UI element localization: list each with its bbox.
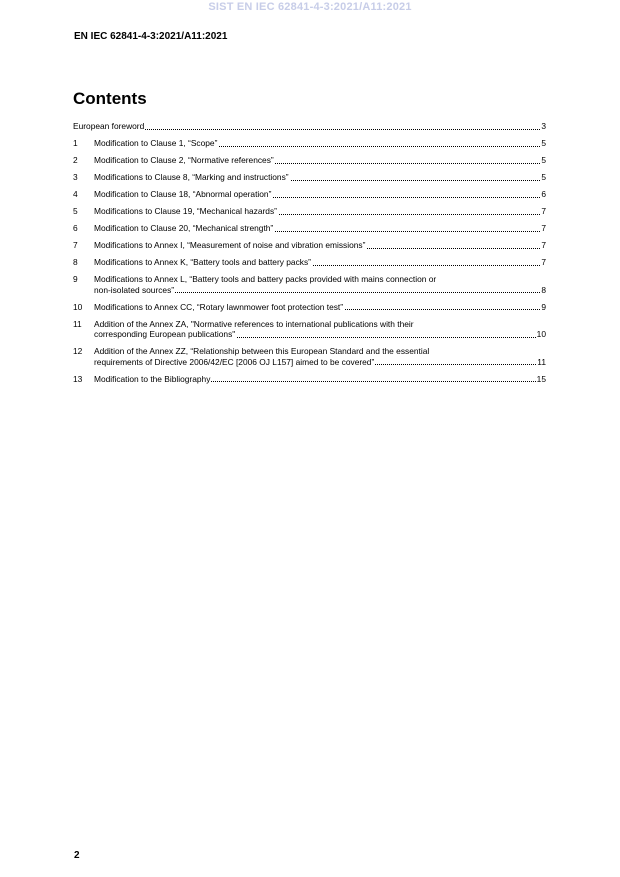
- toc-page-number: 7: [541, 206, 546, 216]
- toc-page-number: 7: [541, 240, 546, 250]
- toc-page-number: 5: [541, 172, 546, 182]
- toc-entry-number: 7: [73, 240, 78, 250]
- toc-entry-title: Modifications to Annex CC, “Rotary lawnmower foot protection test”: [94, 301, 344, 312]
- toc-entry-3[interactable]: [73, 172, 546, 183]
- toc-entry-number: 9: [73, 274, 78, 284]
- toc-entry-title: Modification to Clause 18, “Abnormal operation”: [94, 189, 272, 199]
- page-title: Contents: [73, 89, 147, 108]
- page-number: 2: [74, 850, 80, 861]
- toc-entry-title-line2: corresponding European publications": [94, 329, 236, 339]
- toc-page-number: 15: [536, 373, 546, 384]
- toc-page-number: 5: [541, 155, 546, 165]
- toc-entry-number: 12: [73, 346, 83, 356]
- toc-entry-european-foreword[interactable]: [73, 121, 546, 132]
- toc-entry-number: 1: [73, 138, 78, 148]
- table-of-contents: [73, 121, 546, 391]
- toc-entry-title: Modification to Clause 20, “Mechanical strength”: [94, 223, 274, 233]
- toc-page-number: 5: [541, 138, 546, 148]
- toc-entry-title: Modification to the Bibliography: [94, 373, 211, 384]
- toc-entry-title-line1: Addition of the Annex ZZ, “Relationship between this European Standard and the essential: [94, 346, 430, 356]
- toc-entry-number: 5: [73, 206, 78, 216]
- toc-entry-title: European foreword: [73, 121, 145, 131]
- toc-entry-number: 2: [73, 155, 78, 165]
- toc-entry-title: Modification to Clause 2, “Normative references”: [94, 155, 274, 165]
- toc-page-number: 3: [541, 121, 546, 131]
- toc-page-number: 11: [537, 356, 546, 367]
- toc-page-number: 10: [536, 329, 546, 339]
- toc-entry-title: Modifications to Clause 8, “Marking and instructions”: [94, 172, 289, 182]
- toc-entry-13[interactable]: [73, 374, 546, 385]
- toc-entry-number: 11: [73, 318, 82, 329]
- toc-entry-title-line1: Addition of the Annex ZA, "Normative references to international publications with their: [94, 318, 414, 329]
- toc-entry-10[interactable]: [73, 302, 546, 313]
- watermark: SIST EN IEC 62841-4-3:2021/A11:2021: [208, 1, 412, 13]
- document-id-header: EN IEC 62841-4-3:2021/A11:2021: [74, 31, 228, 42]
- toc-entry-6[interactable]: [73, 223, 546, 234]
- toc-entry-title: Modifications to Annex I, “Measurement of noise and vibration emissions”: [94, 240, 366, 250]
- toc-entry-title-line1: Modifications to Annex L, “Battery tools and battery packs provided with mains connection or: [94, 274, 437, 284]
- toc-entry-4[interactable]: [73, 189, 546, 200]
- toc-entry-1[interactable]: [73, 138, 546, 149]
- toc-entry-title-line2: non-isolated sources”: [94, 284, 175, 295]
- toc-entry-12[interactable]: [73, 346, 546, 367]
- toc-entry-number: 10: [73, 301, 83, 312]
- toc-entry-title: Modifications to Clause 19, “Mechanical hazards”: [94, 206, 277, 216]
- toc-entry-11[interactable]: [73, 319, 546, 340]
- toc-entry-9[interactable]: [73, 274, 546, 295]
- toc-page-number: 8: [541, 284, 546, 295]
- toc-entry-number: 8: [73, 257, 78, 267]
- toc-page-number: 6: [541, 189, 546, 199]
- toc-entry-number: 13: [73, 373, 83, 384]
- toc-entry-number: 3: [73, 172, 78, 182]
- toc-entry-title: Modification to Clause 1, “Scope”: [94, 138, 218, 148]
- toc-entry-5[interactable]: [73, 206, 546, 217]
- toc-entry-number: 6: [73, 223, 78, 233]
- toc-entry-2[interactable]: [73, 155, 546, 166]
- toc-entry-7[interactable]: [73, 240, 546, 251]
- toc-entry-8[interactable]: [73, 257, 546, 268]
- toc-entry-title-line2: requirements of Directive 2006/42/EC [2006 OJ L157] aimed to be covered”: [94, 356, 375, 367]
- toc-page-number: 7: [541, 257, 546, 267]
- toc-entry-number: 4: [73, 189, 78, 199]
- toc-page-number: 7: [541, 223, 546, 233]
- toc-entry-title: Modifications to Annex K, “Battery tools and battery packs”: [94, 257, 311, 267]
- toc-page-number: 9: [541, 301, 546, 312]
